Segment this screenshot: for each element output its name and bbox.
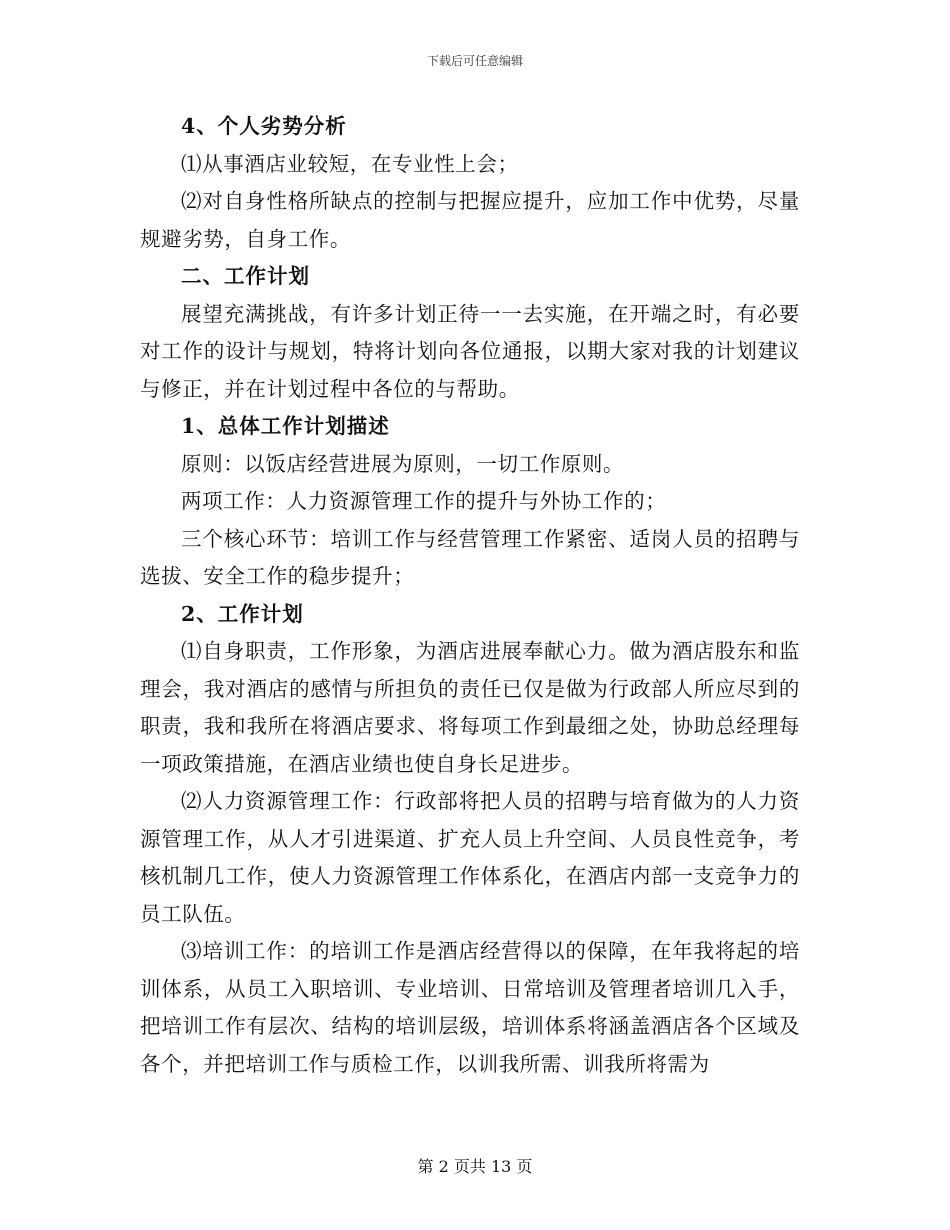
- paragraph: ⑴从事酒店业较短，在专业性上会；: [181, 151, 519, 176]
- section-heading: 4、个人劣势分析: [181, 114, 347, 138]
- document-body: [140, 108, 800, 1083]
- section-heading: 1、总体工作计划描述: [181, 414, 390, 438]
- paragraph: ⑵人力资源管理工作：行政部将把人员的招聘与培育做为的人力资源管理工作，从人才引进渠道、扩充人员上升空间、人员良性竞争，考核机制几工作，使人力资源管理工作体系化，在酒店内部一支竞争力的员工队伍。: [140, 789, 800, 926]
- paragraph: 两项工作：人力资源管理工作的提升与外协工作的；: [181, 489, 667, 513]
- paragraph: 原则：以饭店经营进展为原则，一切工作原则。: [181, 451, 625, 476]
- paragraph: ⑶培训工作：的培训工作是酒店经营得以的保障，在年我将起的培训体系，从员工入职培训、专业培训、日常培训及管理者培训几入手，把培训工作有层次、结构的培训层级，培训体系将涵盖酒店各个区域及各个，并把培训工作与质检工作，以训我所需、训我所将需为: [140, 939, 800, 1076]
- section-heading: 2、工作计划: [181, 601, 304, 626]
- paragraph: ⑵对自身性格所缺点的控制与把握应提升，应加工作中优势，尽量规避劣势，自身工作。: [140, 189, 800, 251]
- paragraph: 展望充满挑战，有许多计划正待一一去实施，在开端之时，有必要对工作的设计与规划，特将计划向各位通报，以期大家对我的计划建议与修正，并在计划过程中各位的与帮助。: [140, 301, 800, 401]
- paragraph: ⑴自身职责，工作形象，为酒店进展奉献心力。做为酒店股东和监理会，我对酒店的感情与所担负的责任已仅是做为行政部人所应尽到的职责，我和我所在将酒店要求、将每项工作到最细之处，协助总经理每一项政策措施，在酒店业绩也使自身长足进步。: [140, 639, 800, 776]
- section-heading: 二、工作计划: [181, 264, 310, 288]
- page-footer: 第 2 页共 13 页: [417, 1157, 533, 1176]
- paragraph: 三个核心环节：培训工作与经营管理工作紧密、适岗人员的招聘与选拔、安全工作的稳步提升；: [140, 526, 800, 588]
- page-header: 下载后可任意编辑: [426, 54, 523, 68]
